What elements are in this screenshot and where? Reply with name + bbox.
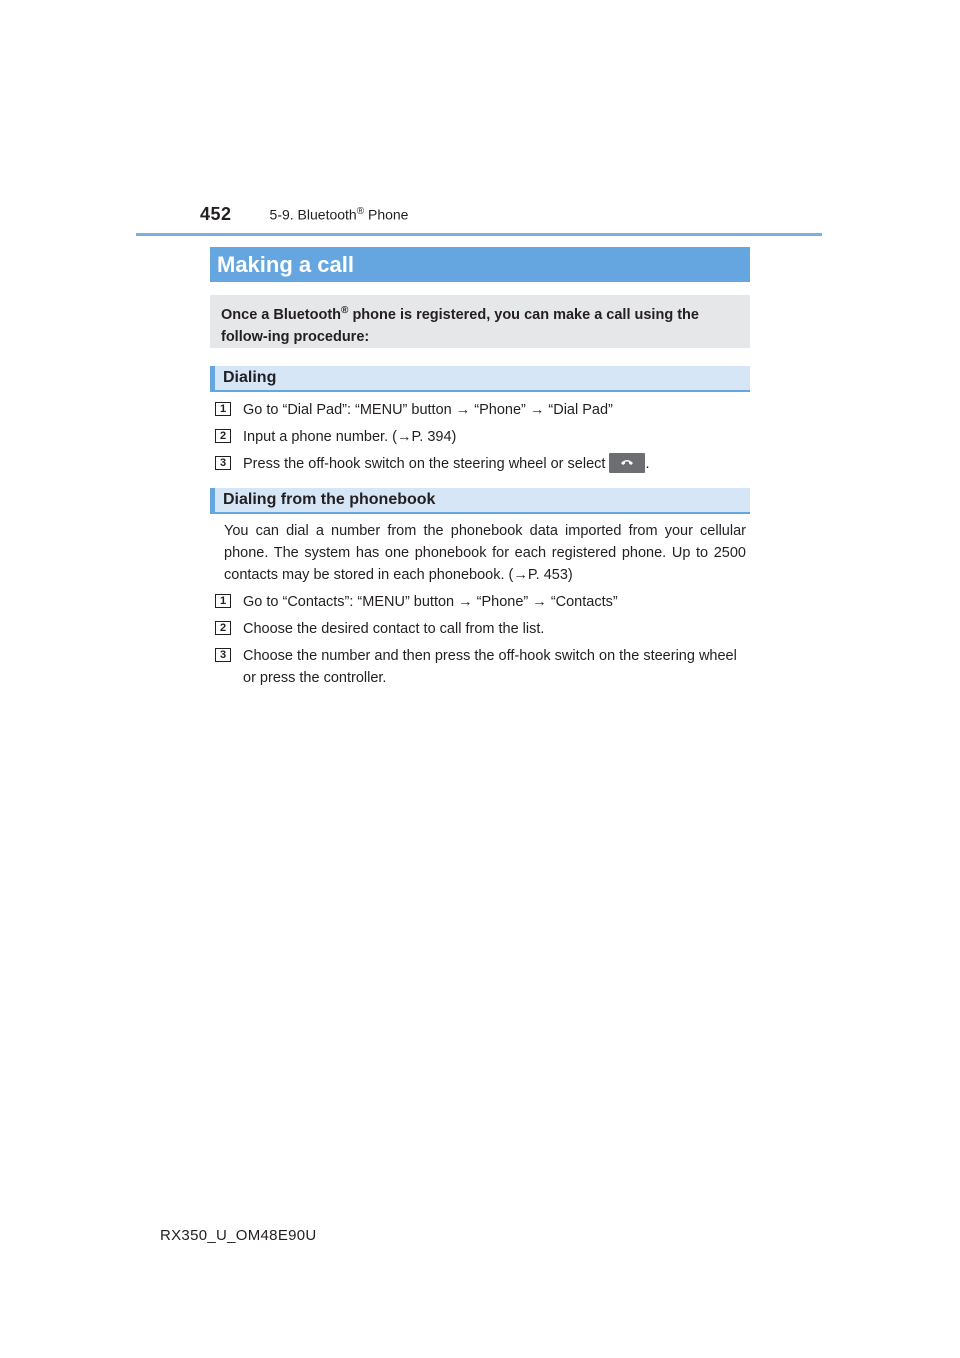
step-text: Input a phone number. (→P. 394) [243, 429, 457, 445]
phone-handset-icon [620, 458, 634, 468]
subheading-text: Dialing from the phonebook [223, 491, 436, 508]
step-number-badge: 1 [215, 594, 231, 608]
subheading-text: Dialing [223, 369, 277, 386]
subheading-phonebook [210, 488, 750, 514]
step-text: Press the off-hook switch on the steering wheel or select . [243, 453, 748, 475]
footer-model-code: RX350_U_OM48E90U [160, 1227, 317, 1244]
page-header [200, 204, 408, 225]
step-number-badge: 3 [215, 648, 231, 662]
intro-text: Once a Bluetooth® phone is registered, you can make a call using the follow-ing procedure: [221, 305, 699, 345]
intro-box [210, 295, 750, 348]
step-text: Choose the desired contact to call from the list. [243, 621, 545, 637]
step-text: Choose the number and then press the off-hook switch on the steering wheel or press the controller. [243, 648, 737, 686]
subheading-dialing [210, 366, 750, 392]
section-title-bar [210, 247, 750, 282]
call-button [609, 453, 645, 473]
section-path: 5-9. Bluetooth® Phone [269, 206, 409, 223]
page-number: 452 [200, 204, 232, 224]
step-number-badge: 2 [215, 621, 231, 635]
step-text: Go to “Contacts”: “MENU” button → “Phone” → “Contacts” [243, 594, 618, 610]
step-number-badge: 2 [215, 429, 231, 443]
step-number-badge: 1 [215, 402, 231, 416]
section-title: Making a call [217, 252, 354, 277]
step-number-badge: 3 [215, 456, 231, 470]
phonebook-description: You can dial a number from the phonebook data imported from your cellular phone. The system has one phonebook for each registered phone. Up to 2500 contacts may be stored in each phonebook. (→P. 453) [224, 523, 746, 583]
header-divider [136, 233, 822, 236]
step-text: Go to “Dial Pad”: “MENU” button → “Phone” → “Dial Pad” [243, 402, 613, 418]
